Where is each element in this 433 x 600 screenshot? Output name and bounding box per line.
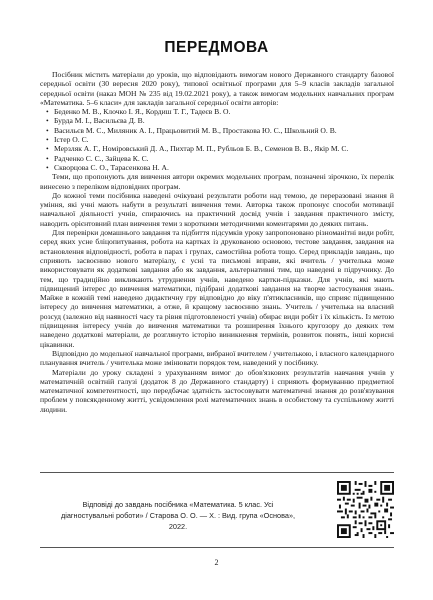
author-item: • Мерзляк А. Г., Номіровський Д. А., Пихтар М. П., Рубльов Б. В., Семенов В. В., Якір М. С. bbox=[54, 144, 394, 153]
body-paragraph: До кожної теми посібника наведені очікувані результати роботи над темою, де переразовані знання й уміння, які учні мають набути в результаті вивчення теми. Авторка також пропонує способи мотивації навчальної діяльності учнів, спираючись на практичний досвід учнів і завдання практичного змісту, наводить орієнтовний план вивчення теми з короткими методичними коментарями до деяких питань. bbox=[40, 190, 394, 228]
top-divider bbox=[40, 472, 394, 473]
author-item: • Васильєв М. С., Миляник А. І., Працьовитий М. В., Простакова Ю. С., Школьний О. В. bbox=[54, 126, 394, 135]
authors-list bbox=[40, 107, 394, 172]
body-paragraph: Теми, що пропонують для вивчення автори окремих модельних програм, позначені зірочкою, їх перелік винесено з переліком відповідних програм. bbox=[40, 172, 394, 191]
author-item: • Істер О. С. bbox=[54, 135, 394, 144]
preface-body bbox=[40, 70, 394, 414]
author-item: • Бурда М. І., Васильєва Д. В. bbox=[54, 116, 394, 125]
answers-reference: Відповіді до завдань посібника «Математика. 5 клас. Усі діагностувальні роботи» / Старова О. О. — Х. : Вид. група «Основа», 2022. bbox=[60, 500, 296, 531]
author-item: • Скворцова С. О., Тарасенкова Н. А. bbox=[54, 163, 394, 172]
qr-code-icon[interactable] bbox=[337, 481, 394, 538]
body-paragraph: Матеріали до уроку складені з урахуванням вимог до обов'язкових результатів навчання учнів у математичній освітній галузі (додаток 8 до Державного стандарту) і сприяють формуванню предметної математичної компетентності, що передбачає здатність застосовувати математичні знання до розв'язування проблем у повсякденному житті, усвідомлення ролі математичних знань в особистому та суспільному житті людини. bbox=[40, 367, 394, 414]
author-item: • Радченко С. С., Зайцева К. С. bbox=[54, 154, 394, 163]
page-number: 2 bbox=[214, 558, 219, 567]
bottom-divider bbox=[40, 547, 394, 548]
body-paragraph: Відповідно до модельної навчальної програми, вибраної вчителем / учителькою, і власного календарного планування вчитель / учителька може змінювати порядок тем, наведений у посібнику. bbox=[40, 348, 394, 368]
page-title: ПЕРЕДМОВА bbox=[164, 39, 269, 56]
body-paragraph: Для перевірки домашнього завдання та підбиття підсумків уроку запропоновано різноманітні види робіт, серед яких усне бліцопитування, робота на картках із друкованою основою, тестове завдання, завдання на встановлення відповідності, робота в парах і групах, самостійна робота тощо. Серед прикладів завдань, що сприяють засвоєнню нового матеріалу, є усні та письмові вправи, які вчитель / учителька може використовувати як додаткові завдання або як завдання, альтернативні тим, що наведені в підручнику. До тем, що традиційно викликають утруднення учнів, наведено картки-підказки. Для учнів, які мають підвищений інтерес до вивчення математики, підібрані додаткові завдання на творче застосування знань. Майже в кожній темі наведено дидактичну гру відповідно до віку п'ятикласників, що сприяє підвищенню інтересу до вивчення математики, а отже, й кращому засвоєнню знань. Учитель / учителька на власний розсуд (залежно від наявності часу та рівня підготовленості учнів) обирає види робіт і їх кількість. Із метою підвищення інтересу учнів до вивчення математики та розширення їхнього кругозору до деяких тем наведено додаткові матеріали, де розглянуто історію виникнення термінів, розвиток понять, інші корисні цікавинки. bbox=[40, 228, 394, 349]
author-item: • Беденко М. В., Клочко І. Я., Кордиш Т. Г., Тадеєв В. О. bbox=[54, 107, 394, 116]
intro-paragraph: Посібник містить матеріали до уроків, що відповідають вимогам нового Державного стандарту базової середньої освіти (30 вересня 2020 року), типової освітньої програми для 5–9 класів закладів загальної середньої освіти (наказ МОН № 235 від 19.02.2021 року), а також вимогам модельних навчальних програм «Математика. 5–6 класи» для закладів загальної середньої освіти авторів: bbox=[40, 70, 394, 107]
